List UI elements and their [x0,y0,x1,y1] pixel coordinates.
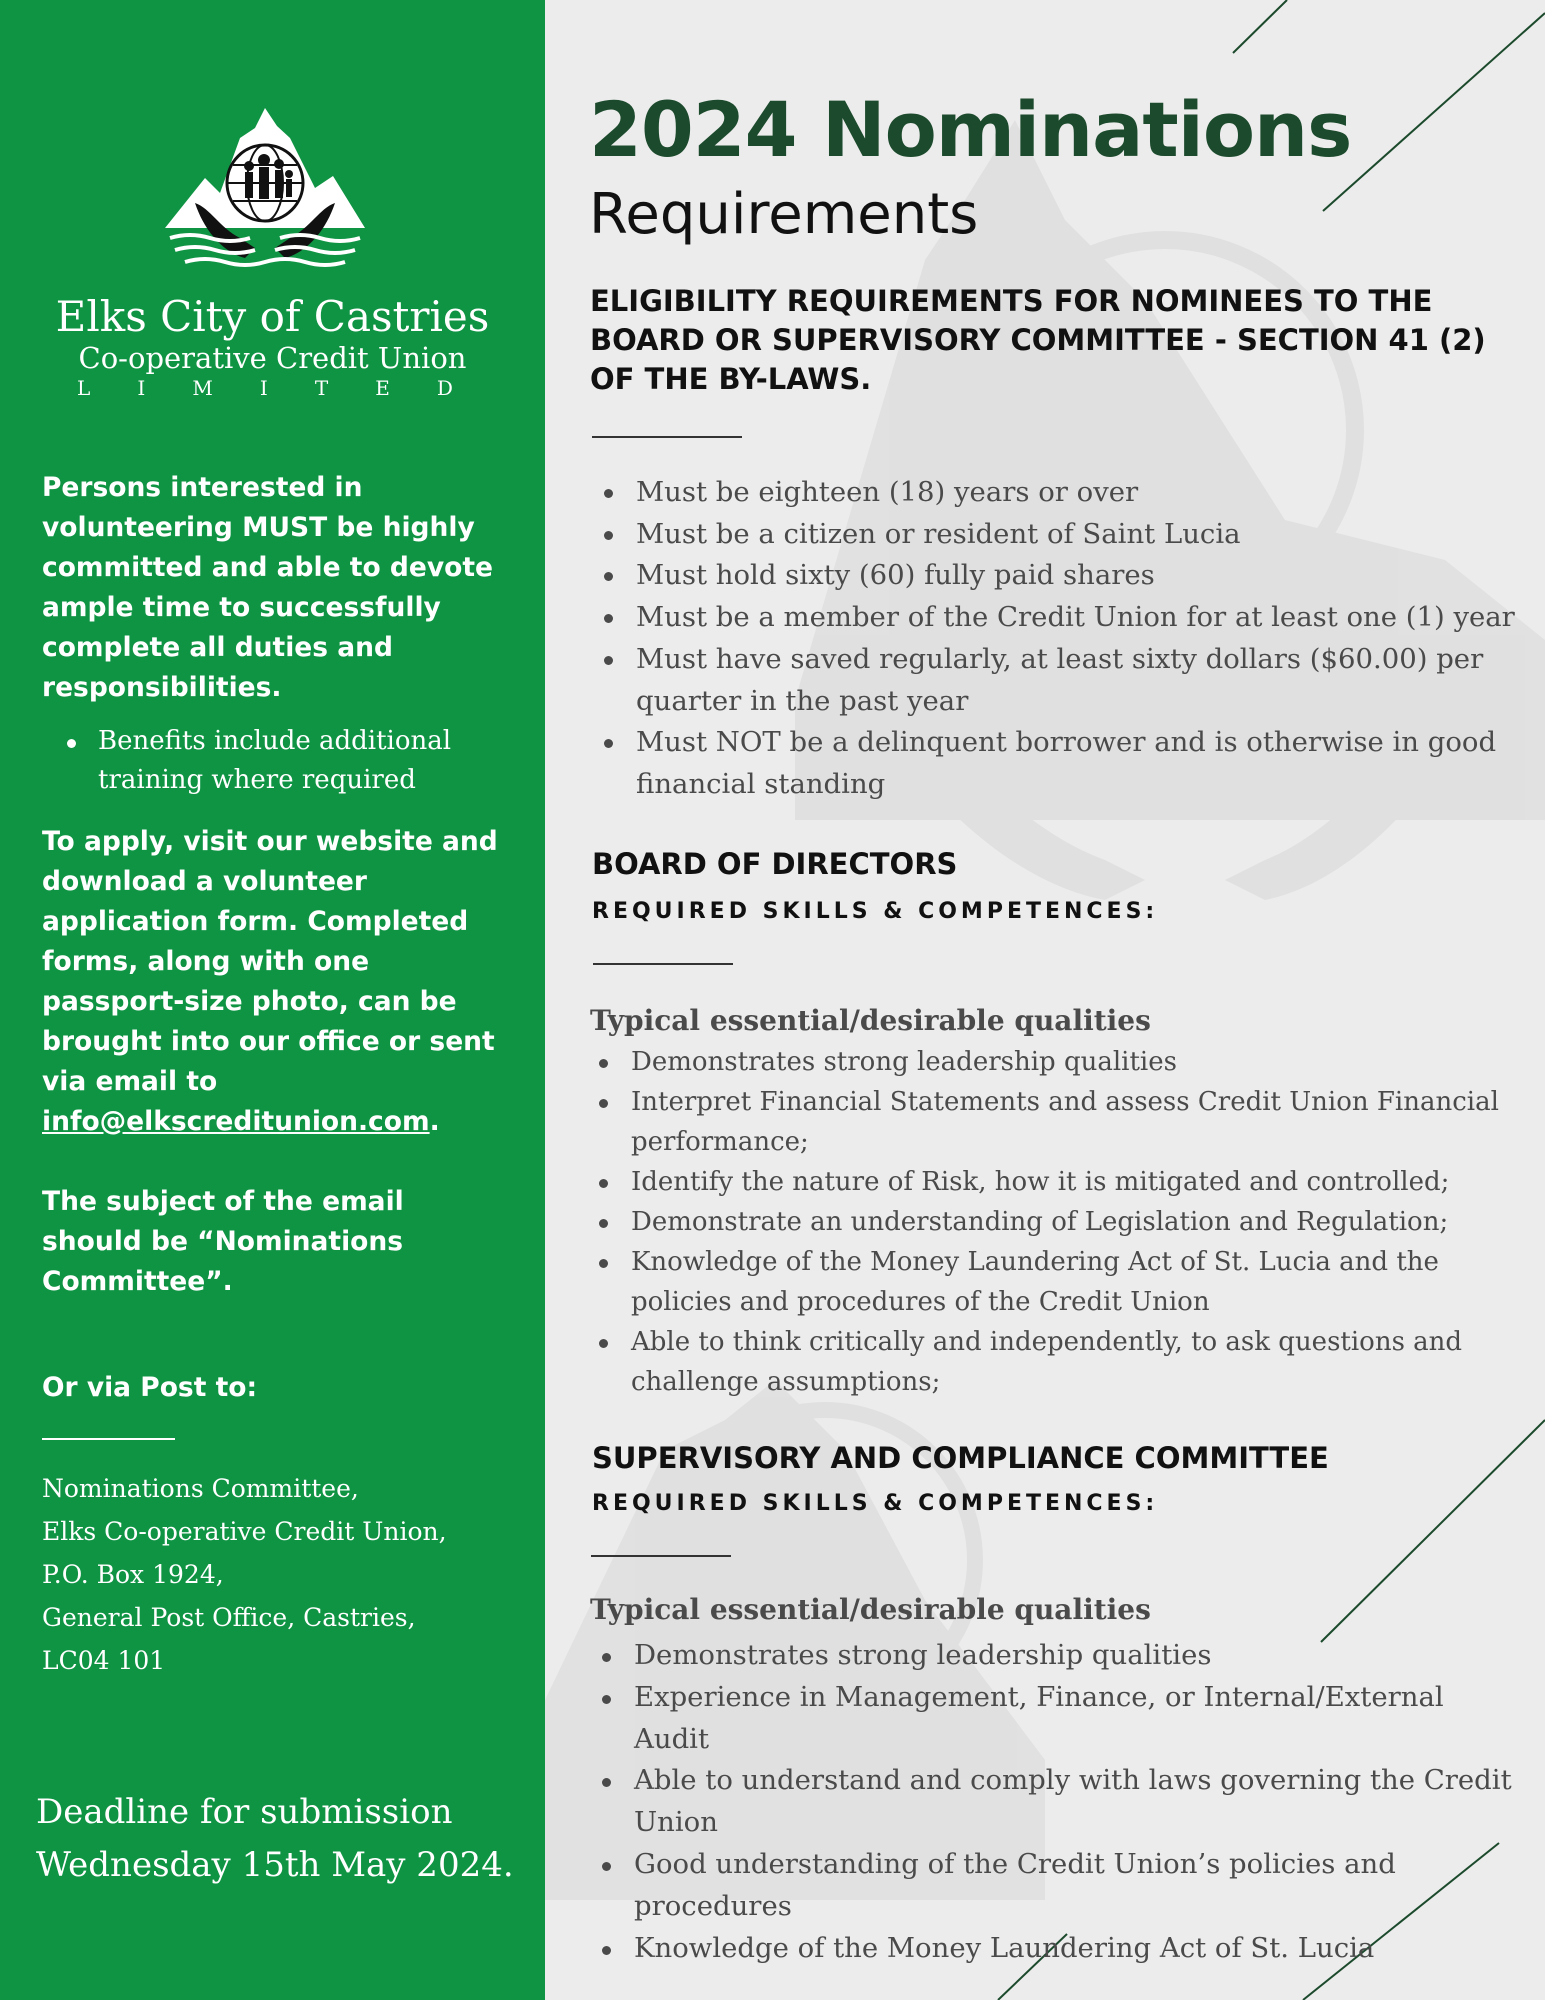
page-title: 2024 Nominations [589,85,1352,174]
list-item: Able to think critically and independently, to ask questions and challenge assumptions; [585,1322,1515,1402]
list-item: Must be eighteen (18) years or over [590,472,1530,514]
org-name-limited: L I M I T E D [77,376,453,400]
list-item: Demonstrates strong leadership qualities [588,1635,1518,1677]
list-item: Interpret Financial Statements and assess Credit Union Financial performance; [585,1082,1515,1162]
board-subheading: REQUIRED SKILLS & COMPETENCES: [592,899,1159,924]
board-heading: BOARD OF DIRECTORS [592,847,958,881]
list-item: Must have saved regularly, at least sixty dollars ($60.00) per quarter in the past year [590,639,1530,722]
postal-address: Nominations Committee, Elks Co-operative Credit Union, P.O. Box 1924, General Post Office, Castries, LC04 101 [42,1474,447,1675]
eligibility-heading: ELIGIBILITY REQUIREMENTS FOR NOMINEES TO THE BOARD OR SUPERVISORY COMMITTEE - SECTION 41 (2) OF THE BY-LAWS. [590,284,1486,396]
supervisory-qualities-list [588,1635,1518,1969]
list-item: Demonstrates strong leadership qualities [585,1042,1515,1082]
divider [592,436,742,438]
list-item: Must hold sixty (60) fully paid shares [590,555,1530,597]
benefit-item: Benefits include additional training where required [70,722,510,800]
main-content [545,0,1545,2000]
list-item: Identify the nature of Risk, how it is mitigated and controlled; [585,1162,1515,1202]
list-item: Good understanding of the Credit Union’s policies and procedures [588,1844,1518,1928]
credit-union-logo [165,108,365,270]
bullet-icon [67,739,76,748]
eligibility-list [590,472,1530,806]
list-item: Must NOT be a delinquent borrower and is otherwise in good financial standing [590,722,1530,805]
intro-emphasis: MUST [242,512,328,543]
list-item: Experience in Management, Finance, or Internal/External Audit [588,1677,1518,1761]
divider [42,1438,175,1440]
sidebar [0,0,545,2000]
divider [591,1555,731,1557]
apply-text: To apply, visit our website and download a volunteer application form. Completed forms, along with one passport-size photo, can be brought into our office or sent via email to info@elkscreditunion.com. [42,826,498,1137]
org-name: Elks City of Castries [55,292,490,341]
org-name-line2: Co-operative Credit Union [78,341,467,375]
board-qualities-list [585,1042,1515,1402]
list-item: Must be a citizen or resident of Saint Lucia [590,514,1530,556]
list-item: Must be a member of the Credit Union for at least one (1) year [590,597,1530,639]
supervisory-subheading: REQUIRED SKILLS & COMPETENCES: [592,1491,1159,1516]
list-item: Knowledge of the Money Laundering Act of St. Lucia and the policies and procedures of the Credit Union [585,1242,1515,1322]
list-item: Knowledge of the Money Laundering Act of St. Lucia [588,1928,1518,1970]
supervisory-qualities-heading: Typical essential/desirable qualities [590,1593,1151,1626]
board-qualities-heading: Typical essential/desirable qualities [590,1004,1151,1037]
post-heading: Or via Post to: [42,1372,258,1403]
email-link[interactable]: info@elkscreditunion.com [42,1106,430,1137]
divider [593,963,733,965]
list-item: Demonstrate an understanding of Legislation and Regulation; [585,1202,1515,1242]
supervisory-heading: SUPERVISORY AND COMPLIANCE COMMITTEE [592,1441,1329,1475]
page-subtitle: Requirements [589,182,979,247]
list-item: Able to understand and comply with laws governing the Credit Union [588,1760,1518,1844]
email-subject-text: The subject of the email should be “Nominations Committee”. [42,1186,404,1297]
deadline: Deadline for submission Wednesday 15th May 2024. [36,1792,514,1885]
intro-text: Persons interested in volunteering MUST be highly committed and able to devote ample time to successfully complete all duties and responsibilities. [42,472,493,703]
